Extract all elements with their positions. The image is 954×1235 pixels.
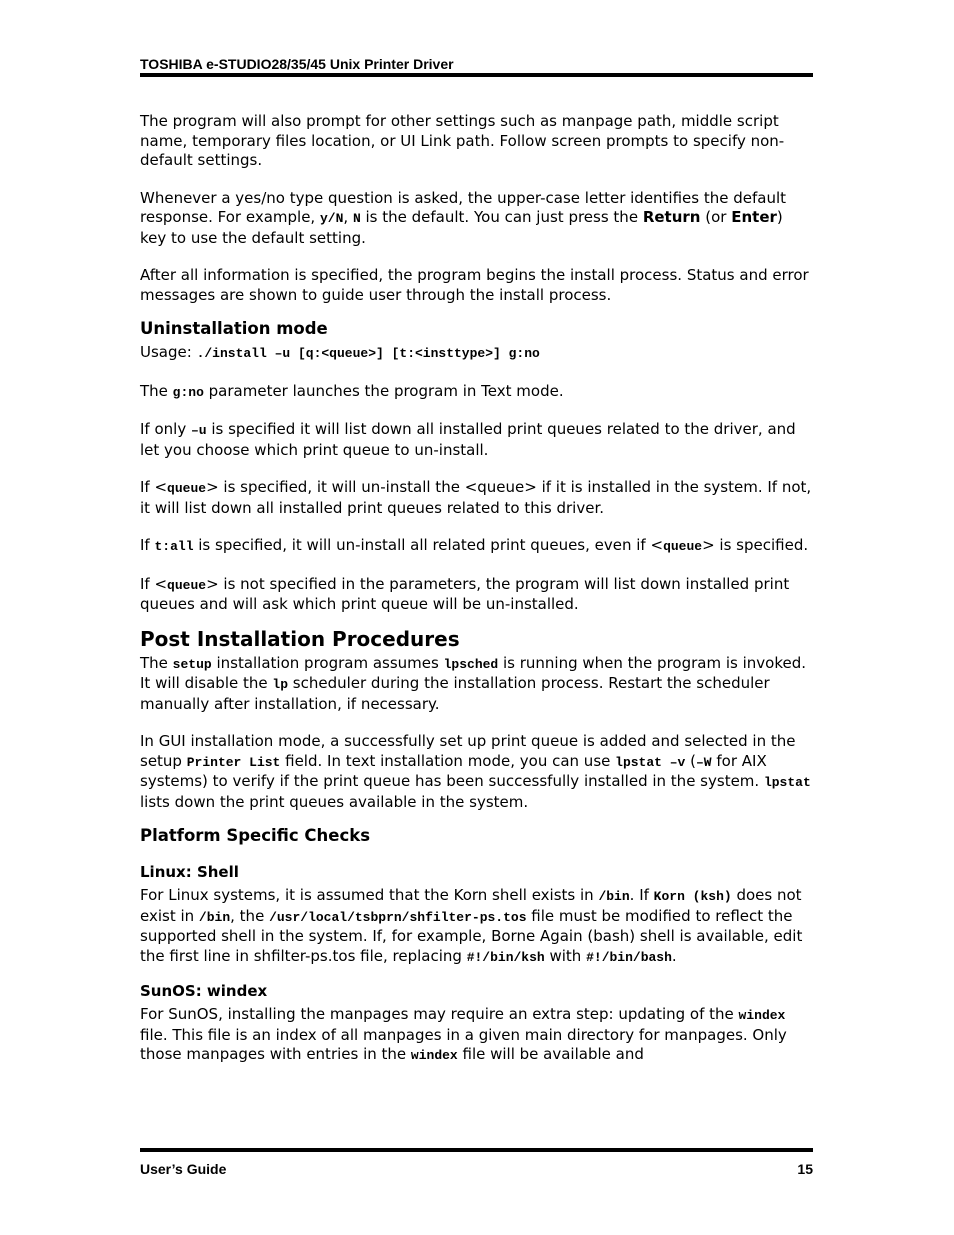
footer-rule: [140, 1148, 813, 1152]
intro-paragraph-3: After all information is specified, the program begins the install process. Status and error messages are shown to guide user through the install process.: [140, 266, 809, 304]
uninstall-paragraph-2: If only –u is specified it will list down all installed print queues related to the driver, and let you choose which print queue to un-install.: [140, 420, 796, 459]
linux-shell-heading: Linux: Shell: [140, 863, 239, 881]
sunos-windex-heading: SunOS: windex: [140, 982, 268, 1000]
post-install-heading: Post Installation Procedures: [140, 626, 460, 651]
uninstall-paragraph-1: The g:no parameter launches the program in Text mode.: [140, 381, 564, 400]
platform-heading: Platform Specific Checks: [140, 826, 371, 845]
page-footer: [140, 1161, 813, 1177]
post-install-paragraph-2: In GUI installation mode, a successfully set up print queue is added and selected in the setup Printer List field. In text installation mode, you can use lpstat –v (–W for AIX systems) to verify if the print queue has been successfully installed in the system. lpstat lists down the print queues available in the system.: [140, 732, 811, 811]
uninstall-usage: Usage: ./install –u [q:<queue>] [t:<insttype>] g:no: [140, 343, 540, 361]
page-number: 15: [797, 1161, 813, 1177]
uninstall-paragraph-3: If <queue> is specified, it will un-install the <queue> if it is installed in the system. If not, it will list down all installed print queues related to this driver.: [140, 478, 812, 517]
uninstall-paragraph-5: If <queue> is not specified in the parameters, the program will list down installed print queues and will ask which print queue will be un-installed.: [140, 574, 790, 613]
page-content: [140, 112, 813, 1066]
page-header: TOSHIBA e-STUDIO28/35/45 Unix Printer Driver: [140, 56, 454, 72]
post-install-paragraph-1: The setup installation program assumes lpsched is running when the program is invoked. It will disable the lp scheduler during the installation process. Restart the scheduler manually after installation, if necessary.: [140, 653, 806, 713]
uninstall-heading: Uninstallation mode: [140, 319, 328, 338]
header-rule: [140, 73, 813, 77]
intro-paragraph-2: Whenever a yes/no type question is asked, the upper-case letter identifies the default response. For example, y/N, N is the default. You can just press the Return (or Enter) key to use the default setting.: [140, 188, 787, 247]
footer-guide-label: User’s Guide: [140, 1161, 227, 1177]
sunos-windex-paragraph: For SunOS, installing the manpages may require an extra step: updating of the windex file. This file is an index of all manpages in a given main directory for manpages. Only those manpages with entries in the windex file will be available and: [140, 1005, 787, 1063]
intro-paragraph-1: The program will also prompt for other settings such as manpage path, middle script name, temporary files location, or UI Link path. Follow screen prompts to specify non-default settings.: [140, 112, 785, 169]
uninstall-paragraph-4: If t:all is specified, it will un-install all related print queues, even if <queue> is specified.: [140, 536, 809, 554]
linux-shell-paragraph: For Linux systems, it is assumed that the Korn shell exists in /bin. If Korn (ksh) does not exist in /bin, the /usr/local/tsbprn/shfilter-ps.tos file must be modified to reflect the supported shell in the system. If, for example, Borne Again (bash) shell is available, edit the first line in shfilter-ps.tos file, replacing #!/bin/ksh with #!/bin/bash.: [140, 886, 803, 965]
